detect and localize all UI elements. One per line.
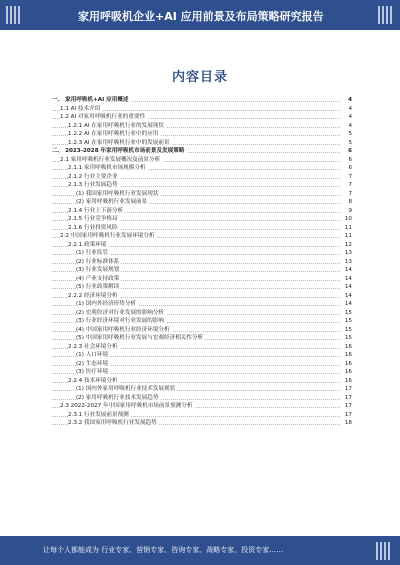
toc-entry-label xyxy=(76,300,138,309)
toc-entry-page-number: 5 xyxy=(348,131,352,137)
header-left-decoration xyxy=(6,6,22,24)
toc-entry[interactable] xyxy=(52,360,352,369)
toc-entry-label xyxy=(60,113,147,122)
toc-entry[interactable] xyxy=(52,275,352,284)
toc-entry[interactable] xyxy=(52,164,352,173)
toc-entry[interactable] xyxy=(52,292,352,301)
toc-entry[interactable] xyxy=(52,139,352,148)
toc-entry[interactable] xyxy=(52,317,352,326)
toc-entry-label xyxy=(68,130,160,139)
toc-entry-page-number: 15 xyxy=(344,335,352,341)
toc-entry-text: (4) 中国家用呼吸机行业经济环境分析 xyxy=(76,326,170,333)
toc-entry[interactable] xyxy=(52,283,352,292)
toc-entry-text: (4) 产业支持政策 xyxy=(76,275,120,282)
toc-entry-text: 二、 2023-2028 年家用呼吸机市场前景及发展策略 xyxy=(52,148,185,154)
toc-entry-label xyxy=(68,224,120,233)
toc-entry[interactable] xyxy=(52,173,352,182)
footer-bar xyxy=(0,536,400,565)
toc-entry[interactable] xyxy=(52,224,352,233)
toc-entry[interactable] xyxy=(52,334,352,343)
toc-entry-page-number: 11 xyxy=(344,233,352,239)
toc-entry-label xyxy=(76,394,160,403)
toc-entry-page-number: 14 xyxy=(344,275,352,282)
toc-entry-label xyxy=(76,360,110,369)
toc-entry-text: (1) 国内外经济形势分析 xyxy=(76,301,137,307)
toc-entry-label xyxy=(68,181,120,190)
toc-title: 内容目录 xyxy=(171,70,228,85)
toc-entry-text: 2.3.1 行业发展前景预测 xyxy=(68,411,129,418)
toc-entry-label xyxy=(68,343,120,352)
toc-entry[interactable] xyxy=(52,351,352,360)
toc-entry-label xyxy=(52,96,131,105)
toc-entry-page-number: 4 xyxy=(348,97,352,103)
toc-entry[interactable] xyxy=(52,402,352,411)
toc-entry-text: 2.2.4 技术环境分析 xyxy=(68,377,118,384)
toc-entry-text: 2.3.2 我国家用呼吸机行业发展趋势 xyxy=(68,420,157,426)
toc-entry-text: (1) 行业监管 xyxy=(76,250,109,256)
toc-entry-label xyxy=(68,419,159,428)
toc-entry-label xyxy=(76,258,121,267)
toc-entry-page-number: 13 xyxy=(344,250,352,256)
toc-entry-page-number: 17 xyxy=(344,386,352,392)
toc-entry-page-number: 13 xyxy=(344,258,352,265)
toc-entry[interactable] xyxy=(52,96,352,105)
toc-entry-label xyxy=(52,147,186,156)
toc-entry-text: (2) 宏观经济对行业发展的影响分析 xyxy=(76,309,165,316)
footer-right-decoration xyxy=(376,542,392,560)
toc-entry-label xyxy=(76,275,121,284)
table-of-contents xyxy=(52,96,352,428)
toc-entry[interactable] xyxy=(52,266,352,275)
toc-entry-text: 2.3 2022-2027 年中国家用呼吸机市场前景预测分析 xyxy=(60,403,193,409)
toc-entry-label xyxy=(60,232,157,241)
toc-entry-page-number: 15 xyxy=(344,326,352,333)
toc-entry[interactable] xyxy=(52,147,352,156)
toc-entry-page-number: 16 xyxy=(344,360,352,367)
toc-entry-text: (2) 家用呼吸机行业发展前景 xyxy=(76,199,148,205)
toc-entry-label xyxy=(76,368,110,377)
toc-entry-label xyxy=(68,207,125,216)
toc-entry[interactable] xyxy=(52,249,352,258)
toc-entry[interactable] xyxy=(52,190,352,199)
toc-entry-label xyxy=(68,377,120,386)
toc-entry[interactable] xyxy=(52,215,352,224)
toc-entry-page-number: 14 xyxy=(344,267,352,273)
toc-entry-label xyxy=(76,283,121,292)
toc-entry[interactable] xyxy=(52,368,352,377)
toc-entry[interactable] xyxy=(52,241,352,250)
toc-entry-label xyxy=(76,309,166,318)
toc-entry-label xyxy=(68,173,120,182)
toc-entry-label xyxy=(68,139,172,148)
toc-entry[interactable] xyxy=(52,122,352,131)
toc-entry-page-number: 4 xyxy=(348,114,352,120)
toc-entry-page-number: 7 xyxy=(348,190,352,197)
toc-entry-page-number: 6 xyxy=(348,165,352,171)
toc-entry-text: (1) 国内外家用呼吸机行业技术发展现状 xyxy=(76,386,176,392)
toc-entry-label xyxy=(68,292,120,301)
toc-entry-page-number: 12 xyxy=(344,241,352,248)
toc-entry[interactable] xyxy=(52,385,352,394)
toc-entry[interactable] xyxy=(52,419,352,428)
toc-entry-text: (5) 行业政策解读 xyxy=(76,284,120,290)
toc-entry-page-number: 8 xyxy=(348,199,352,205)
toc-entry-page-number: 16 xyxy=(344,377,352,384)
toc-entry-text: 2.1.5 行业竞争格局 xyxy=(68,216,118,222)
toc-entry[interactable] xyxy=(52,300,352,309)
toc-entry-label xyxy=(76,198,149,207)
toc-entry-page-number: 15 xyxy=(344,318,352,324)
toc-entry-text: 1.2.3 AI 在家用呼吸机行业中的发展前景 xyxy=(68,139,170,146)
toc-entry-text: 2.1.1 家用呼吸机市场规模分析 xyxy=(68,165,146,171)
header-right-decoration xyxy=(378,6,394,24)
toc-entry-label xyxy=(60,105,102,114)
header-title: 家用呼吸机企业+AI 应用前景及布局策略研究报告 xyxy=(78,10,324,23)
toc-entry-label xyxy=(76,351,110,360)
toc-entry-text: (5) 中国家用呼吸机行业发展与宏观经济相关性分析 xyxy=(76,335,204,341)
toc-entry-text: (2) 生态环境 xyxy=(76,360,109,367)
toc-entry-text: 2.1.4 行业上下游分析 xyxy=(68,207,124,214)
toc-entry-text: 2.1.3 行业发展趋势 xyxy=(68,182,118,188)
toc-entry-text: (1) 我国家用呼吸机行业发展现状 xyxy=(76,190,159,197)
toc-entry[interactable] xyxy=(52,411,352,420)
toc-entry-label xyxy=(76,385,177,394)
toc-entry-text: (2) 行业标准体系 xyxy=(76,258,120,265)
toc-entry-text: 1.2.2 AI 在家用呼吸机行业中的应用 xyxy=(68,131,159,137)
toc-entry-text: 2.2.2 经济环境分析 xyxy=(68,292,118,299)
toc-entry-page-number: 4 xyxy=(348,105,352,112)
toc-entry-text: (2) 家用呼吸机行业技术发展趋势 xyxy=(76,394,159,401)
toc-entry-text: (3) 医疗环境 xyxy=(76,369,109,375)
toc-entry-text: 1.1 AI 技术介绍 xyxy=(60,105,101,112)
toc-entry-text: (3) 行业经济环境对行业发展的影响 xyxy=(76,318,165,324)
toc-entry-text: 1.2.1 AI 在家用呼吸机行业的发展现状 xyxy=(68,122,164,129)
toc-entry-page-number: 14 xyxy=(344,292,352,299)
header-bar xyxy=(0,0,400,30)
toc-entry-page-number: 15 xyxy=(344,309,352,316)
toc-entry[interactable] xyxy=(52,105,352,114)
footer-text: 让每个人都能成为 行业专家、营销专家、咨询专家、战略专家、投资专家…… xyxy=(43,546,284,554)
toc-entry-label xyxy=(76,249,110,258)
toc-entry-label xyxy=(60,402,194,411)
toc-entry-page-number: 5 xyxy=(348,139,352,146)
toc-entry[interactable] xyxy=(52,198,352,207)
toc-entry-page-number: 16 xyxy=(344,352,352,358)
toc-entry-label xyxy=(60,156,162,165)
toc-entry[interactable] xyxy=(52,394,352,403)
toc-entry-page-number: 9 xyxy=(348,207,352,214)
toc-entry[interactable] xyxy=(52,232,352,241)
toc-entry-page-number: 16 xyxy=(344,343,352,350)
toc-entry-page-number: 7 xyxy=(348,173,352,180)
toc-entry-page-number: 11 xyxy=(344,224,352,231)
toc-entry-label xyxy=(76,190,160,199)
toc-entry-text: (3) 行业发展规划 xyxy=(76,267,120,273)
toc-entry-page-number: 10 xyxy=(344,216,352,222)
toc-entry-page-number: 17 xyxy=(344,411,352,418)
toc-entry-page-number: 14 xyxy=(344,284,352,290)
toc-entry[interactable] xyxy=(52,156,352,165)
toc-entry-label xyxy=(68,122,166,131)
toc-entry-page-number: 6 xyxy=(348,156,352,163)
toc-entry[interactable] xyxy=(52,130,352,139)
toc-entry-text: 2.1.6 行业投资风险 xyxy=(68,224,118,231)
toc-entry[interactable] xyxy=(52,181,352,190)
toc-entry-page-number: 16 xyxy=(344,369,352,375)
toc-entry[interactable] xyxy=(52,258,352,267)
toc-entry-page-number: 17 xyxy=(344,394,352,401)
toc-entry-text: 2.2 中国家用呼吸机行业发展环境分析 xyxy=(60,233,155,239)
toc-entry[interactable] xyxy=(52,343,352,352)
toc-entry-page-number: 18 xyxy=(344,420,352,426)
toc-entry-label xyxy=(68,164,148,173)
toc-entry-text: (1) 人口环境 xyxy=(76,352,109,358)
toc-entry-label xyxy=(76,326,172,335)
toc-entry-page-number: 14 xyxy=(344,301,352,307)
toc-entry[interactable] xyxy=(52,326,352,335)
toc-entry-text: 1.2 AI 对家用呼吸机行业的重要性 xyxy=(60,114,146,120)
toc-entry-text: 2.1.2 行业主要企业 xyxy=(68,173,118,180)
toc-entry-text: 一、 家用呼吸机+AI 应用概述 xyxy=(52,97,129,103)
toc-entry-page-number: 17 xyxy=(344,403,352,409)
toc-entry-label xyxy=(68,411,131,420)
toc-entry-text: 2.1 家用呼吸机行业发展概况及前景分析 xyxy=(60,156,161,163)
toc-entry-text: 2.2.1 政策环境 xyxy=(68,241,107,248)
toc-entry[interactable] xyxy=(52,207,352,216)
toc-entry-page-number: 7 xyxy=(348,182,352,188)
toc-entry-label xyxy=(68,241,108,250)
toc-entry-label xyxy=(76,266,121,275)
toc-entry[interactable] xyxy=(52,377,352,386)
toc-entry-page-number: 6 xyxy=(348,148,352,154)
toc-entry-label xyxy=(68,215,120,224)
toc-entry[interactable] xyxy=(52,113,352,122)
toc-entry-text: 2.2.3 社会环境分析 xyxy=(68,343,118,350)
toc-entry[interactable] xyxy=(52,309,352,318)
toc-entry-label xyxy=(76,317,166,326)
toc-entry-page-number: 4 xyxy=(348,122,352,129)
toc-entry-label xyxy=(76,334,205,343)
